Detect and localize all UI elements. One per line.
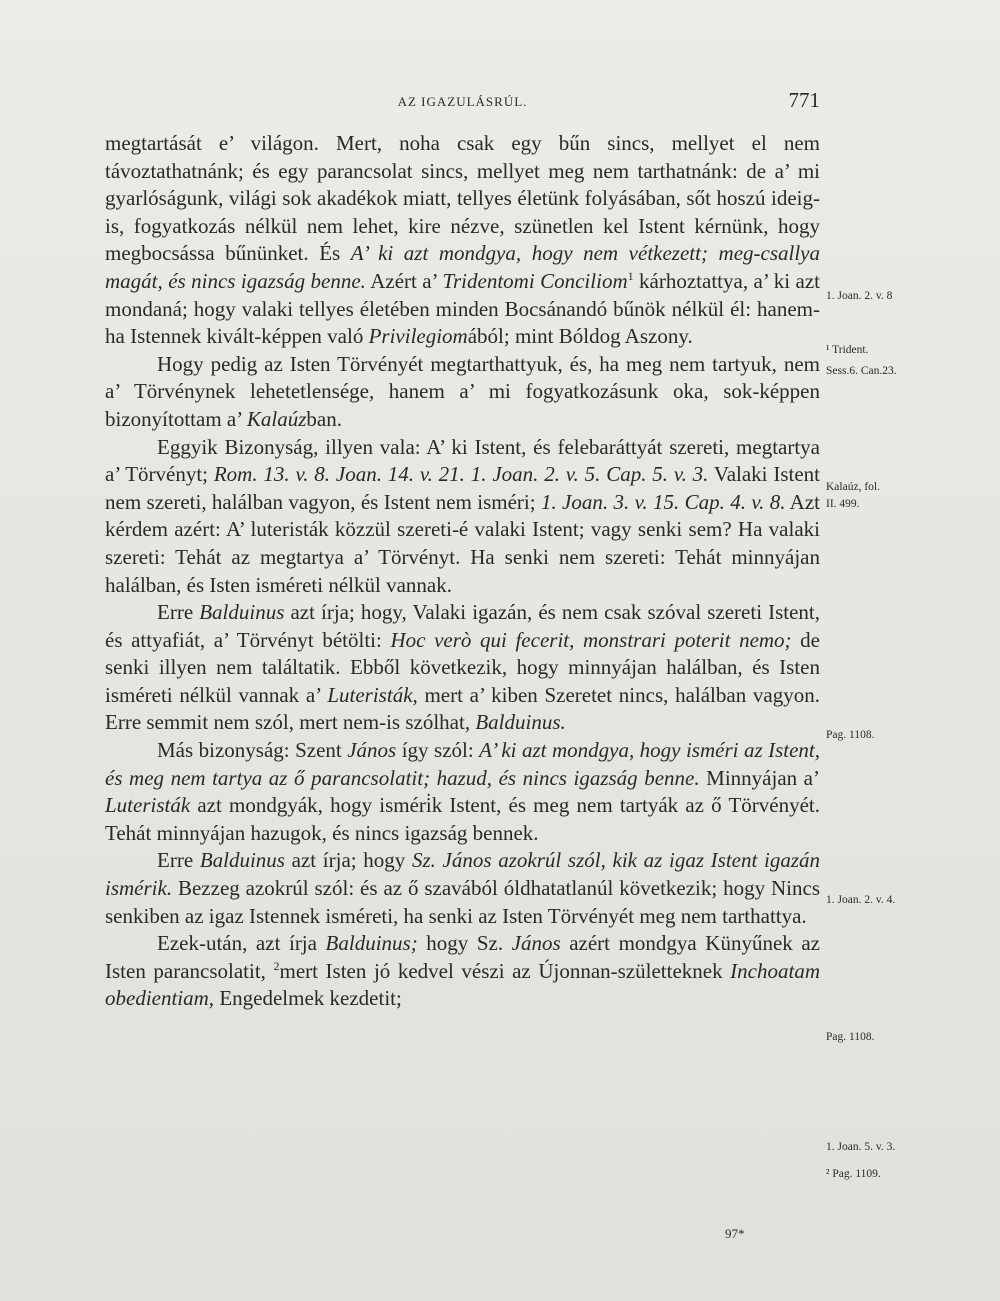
text-span: kárhoztattya, a’ ki azt mondaná; hogy valaki tellyes életében minden Bocsánandó bűnök nélkül él: hanem-ha Istennek kivált-képpen való [105,268,820,349]
margin-note: 1. Joan. 2. v. 8 [826,290,893,302]
text-span: így szól: [396,738,480,763]
paragraph [105,599,820,737]
main-text [105,130,820,1013]
text-span: Bezzeg azokrúl szól: és az ő szavából óldhatatlanúl következik; hogy Nincs senkiben az igaz Istennek isméreti, ha senki az Isten Törvényét meg nem tarthattya. [105,876,820,928]
italic-span: Balduinus. [475,710,566,735]
text-span: Ezek-után, azt írja [157,931,326,956]
margin-note: ² Pag. 1109. [826,1168,881,1180]
text-span: hogy Sz. [417,931,512,956]
italic-span: Luteristák, [327,682,418,707]
italic-span: A’ ki azt mondgya, hogy nem vétkezett; meg-csallya magát, és nincs igazság benne. [105,241,820,293]
italic-span: Hoc verò qui fecerit, monstrari poterit nemo; [390,627,792,652]
paragraph [105,351,820,434]
signature-mark: 97* [725,1226,745,1241]
text-span: Minnyájan a’ [699,765,820,790]
text-span: azt írja; hogy [284,848,412,873]
text-span: Erre [157,848,200,873]
text-span: de senki illyen nem találtatik. Ebből következik, hogy minnyájan halálban, és Isten isméreti nélkül vannak a’ [105,627,820,707]
running-head: AZ IGAZULÁSRÚL. [397,94,528,109]
text-span: Azt kérdem azért: A’ luteristák közzül szereti-é valaki Istent; vagy senki sem? Ha valaki szereti: Tehát az megtartya a’ Törvényt. Ha senki nem szereti: Tehát minnyájan halálban, és Isten isméreti nélkül vannak. [105,489,820,597]
margin-note: Sess.6. Can.23. [826,365,897,377]
margin-note: 1. Joan. 5. v. 3. [826,1141,896,1153]
margin-notes [826,0,996,1301]
text-span: Valaki Istent nem szereti, halálban vagyon, és Istent nem isméri; [105,462,820,514]
text-span: azt mondgyák, hogy isméri̇k Istent, és meg nem tartyák az ő Törvényét. Tehát minnyájan hazugok, és nincs igazság bennek. [105,793,820,845]
italic-span: Rom. 13. v. 8. Joan. 14. v. 21. 1. Joan. 2. v. 5. Cap. 5. v. 3. [213,462,709,487]
text-span: azért mondgya Künyűnek az Isten parancsolatit, [105,931,820,983]
footnote-marker: 2 [273,958,280,973]
italic-span: Privilegiom [368,324,468,349]
paragraph [105,930,820,1013]
text-span: mert Isten jó kedvel vészi az Újonnan-születteknek [279,958,731,983]
italic-span: Luteristák [105,793,191,818]
text-span: ban. [306,406,342,431]
italic-span: János [511,931,561,956]
text-span: azt írja; hogy, Valaki igazán, és nem csak szóval szereti Istent, és attyafiát, a’ Törvényt bétölti: [105,600,821,652]
text-span: ából; mint Bóldog Aszony. [467,324,693,349]
paragraph [105,434,820,600]
italic-span: János [347,738,397,763]
margin-note: ¹ Trident. [826,344,869,356]
paragraph [105,847,820,930]
margin-note: Kalaúz, fol. [826,481,880,493]
paragraph [105,737,820,847]
margin-note: II. 499. [826,498,860,510]
italic-span: Sz. János azokrúl szól, kik az igaz Istent igazán ismérik. [105,848,820,901]
margin-note: 1. Joan. 2. v. 4. [826,894,896,906]
paragraph [105,130,820,351]
italic-span: Kalaúz [246,406,307,431]
italic-span: 1. Joan. 3. v. 15. Cap. 4. v. 8. [540,489,786,514]
text-span: megtartását e’ világon. Mert, noha csak egy bűn sincs, mellyet el nem távoztathatnánk; és egy parancsolat sincs, mellyet meg nem tarthatnánk: de a’ mi gyarlóságunk, világi sok akadékok miatt, tellyes életünk folyásában, sőt hoszú ideig-is, fogyatkozás nélkül nem lehet, kire nézve, szünetlen kel Istent kérnünk, hogy megbocsássa bűnünket. És [105,131,820,266]
footnote-marker: 1 [627,268,634,283]
italic-span: Inchoatam obedientiam, [105,958,820,1011]
margin-note: Pag. 1108. [826,729,875,741]
text-span: Más bizonyság: Szent [157,738,348,763]
text-span: Hogy pedig az Isten Törvényét megtarthattyuk, és, ha meg nem tartyuk, nem a’ Törvénynek lehetetlensége, hanem a’ mi fogyatkozásunk oka, sok-képpen bizonyítottam a’ [105,351,820,431]
italic-span: Balduinus; [325,931,418,956]
italic-span: Balduinus [199,848,285,873]
italic-span: A’ ki azt mondgya, hogy isméri az Istent, és meg nem tartya az ő parancsolatit; hazud, és nincs igazság benne. [105,738,820,790]
text-span: Engedelmek kezdetit; [214,986,402,1011]
text-span: Eggyik Bizonyság, illyen vala: A’ ki Istent, és felebaráttyát szereti, megtartya a’ Törvényt; [105,434,820,487]
italic-span: Balduinus [199,600,285,625]
text-span: mert a’ kiben Szeretet nincs, halálban vagyon. Erre semmit nem szól, mert nem-is szólhat, [105,682,820,735]
italic-span: Tridentomi Conciliom [442,268,628,293]
margin-note: Pag. 1108. [826,1031,875,1043]
page-header [105,88,820,116]
text-span: Azért a’ [365,268,443,293]
text-span: Erre [157,600,200,625]
page-number: 771 [788,88,820,112]
